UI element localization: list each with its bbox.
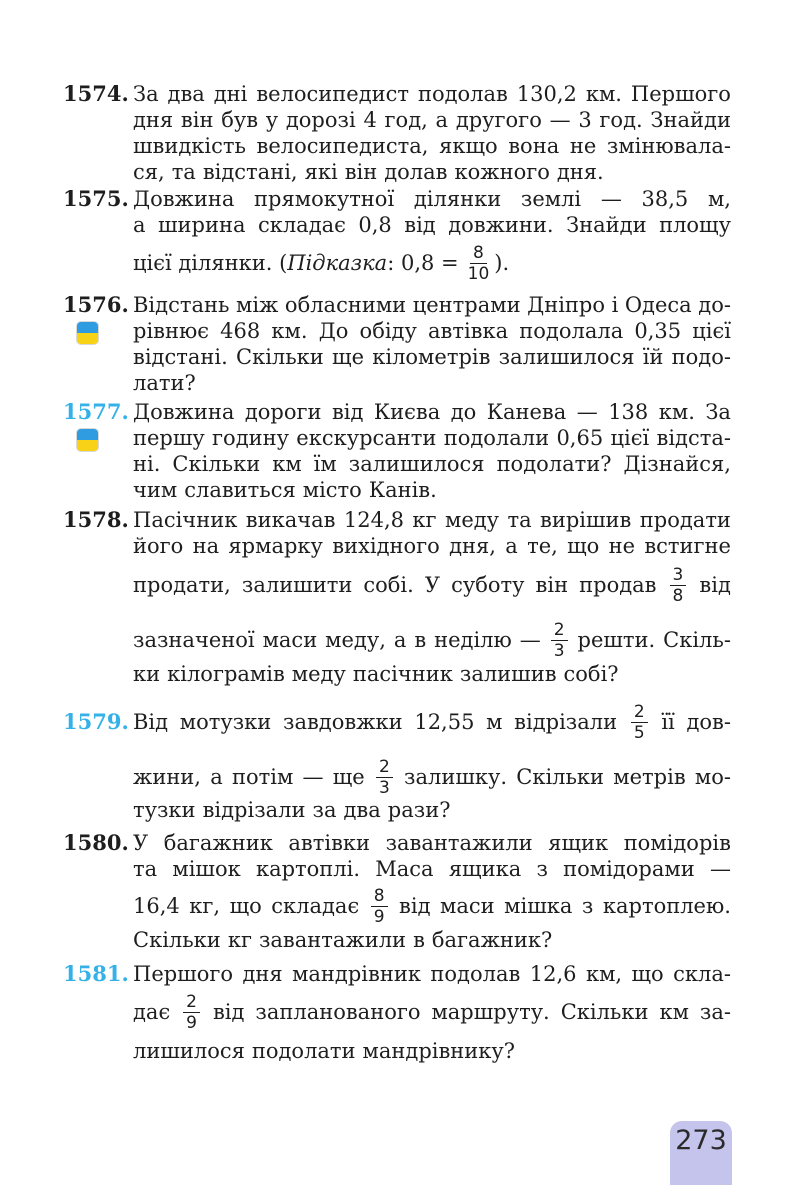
- line-text: рівнює 468 км. До обіду автівка подолала 0,35 цієї: [133, 319, 731, 343]
- numerator: 8: [470, 243, 487, 264]
- line-text: ки кілограмів меду пасічник залишив собі?: [133, 662, 619, 686]
- fraction: [465, 243, 493, 284]
- fraction: [631, 702, 648, 743]
- line-text: дня він був у дорозі 4 год, а другого — 3 год. Знайди: [133, 108, 731, 132]
- problem-number: 1580.: [63, 830, 129, 855]
- line-text: швидкість велосипедиста, якщо вона не змінювала-: [133, 134, 731, 158]
- line-text: Довжина дороги від Києва до Канева — 138 км. За: [133, 400, 731, 424]
- denominator: 3: [553, 640, 565, 661]
- denominator: 3: [378, 777, 390, 798]
- line-text: Довжина прямокутної ділянки землі — 38,5 м,: [133, 187, 731, 211]
- line-text: Відстань між обласними центрами Дніпро і Одеса до-: [133, 293, 731, 317]
- line-text: цієї ділянки. (: [133, 251, 288, 275]
- denominator: 9: [373, 906, 385, 927]
- numerator: 3: [670, 565, 687, 586]
- problem-number: 1576.: [63, 292, 129, 317]
- fraction-line: продати, залишити собі. У суботу він продав $\frac{3}{8}$ від: [133, 564, 731, 606]
- line-text: від: [699, 573, 731, 597]
- line-text: Скільки кг завантажили в багажник?: [133, 928, 553, 952]
- ukraine-flag-icon: [77, 429, 98, 451]
- fraction-line: [133, 241, 731, 285]
- numerator: 2: [183, 992, 200, 1013]
- line-text: Пасічник викачав 124,8 кг меду та вирішив продати: [133, 508, 731, 532]
- line-text: та мішок картоплі. Маса ящика з помідорами —: [133, 857, 731, 881]
- line-text: лишилося подолати мандрівнику?: [133, 1039, 516, 1063]
- problem-number: 1579.: [63, 709, 129, 734]
- fraction: [551, 620, 568, 661]
- line-text: ні. Скільки км їм залишилося подолати? Дізнайся,: [133, 452, 731, 476]
- line-text: першу годину екскурсанти подолали 0,65 цієї відста-: [133, 426, 731, 450]
- fraction-line: жини, а потім — ще $\frac{2}{3}$ залишку. Скільки метрів мо-: [133, 756, 731, 798]
- fraction: [371, 886, 388, 927]
- denominator: 10: [467, 263, 490, 284]
- fraction-line: дає $\frac{2}{9}$ від запланованого маршруту. Скільки км за-: [133, 991, 731, 1033]
- denominator: 5: [633, 722, 645, 743]
- numerator: 2: [551, 620, 568, 641]
- line-text: Першого дня мандрівник подолав 12,6 км, що скла-: [133, 962, 731, 986]
- fraction: [376, 757, 393, 798]
- hint-label: Підказка: [287, 251, 388, 275]
- line-text: тузки відрізали за два рази?: [133, 798, 451, 822]
- problem-number: 1581.: [63, 961, 129, 986]
- line-text: а ширина складає 0,8 від довжини. Знайди площу: [133, 213, 731, 237]
- problem-number: 1577.: [63, 399, 129, 424]
- problem-number: 1575.: [63, 186, 129, 211]
- denominator: 9: [186, 1012, 197, 1033]
- fraction-line: Від мотузки завдовжки 12,55 м відрізали $\frac{2}{5}$ її дов-: [133, 701, 731, 743]
- line-text: ся, та відстані, які він долав кожного дня.: [133, 160, 604, 184]
- line-text: : 0,8 =: [387, 251, 459, 275]
- problem-number: 1578.: [63, 507, 129, 532]
- fraction: [183, 992, 200, 1033]
- line-text: лати?: [133, 371, 196, 395]
- ukraine-flag-icon: [77, 322, 98, 344]
- fraction-line: зазначеної маси меду, а в неділю — $\frac{2}{3}$ решти. Скіль-: [133, 619, 731, 661]
- fraction: [670, 565, 687, 606]
- line-text: ).: [494, 251, 510, 275]
- line-text: його на ярмарку вихідного дня, а те, що не встигне: [133, 534, 731, 558]
- denominator: 8: [672, 585, 684, 606]
- numerator: 8: [371, 886, 388, 907]
- numerator: 2: [376, 757, 393, 778]
- line-text: За два дні велосипедист подолав 130,2 км. Першого: [133, 82, 731, 106]
- line-text: відстані. Скільки ще кілометрів залишилося їй подо-: [133, 345, 731, 369]
- numerator: 2: [631, 702, 648, 723]
- page-number: 273: [670, 1121, 732, 1185]
- problem-number: 1574.: [63, 81, 129, 106]
- line-text: У багажник автівки завантажили ящик помідорів: [133, 831, 731, 855]
- line-text: чим славиться місто Канів.: [133, 478, 437, 502]
- fraction-line: 16,4 кг, що складає $\frac{8}{9}$ від маси мішка з картоплею.: [133, 885, 731, 927]
